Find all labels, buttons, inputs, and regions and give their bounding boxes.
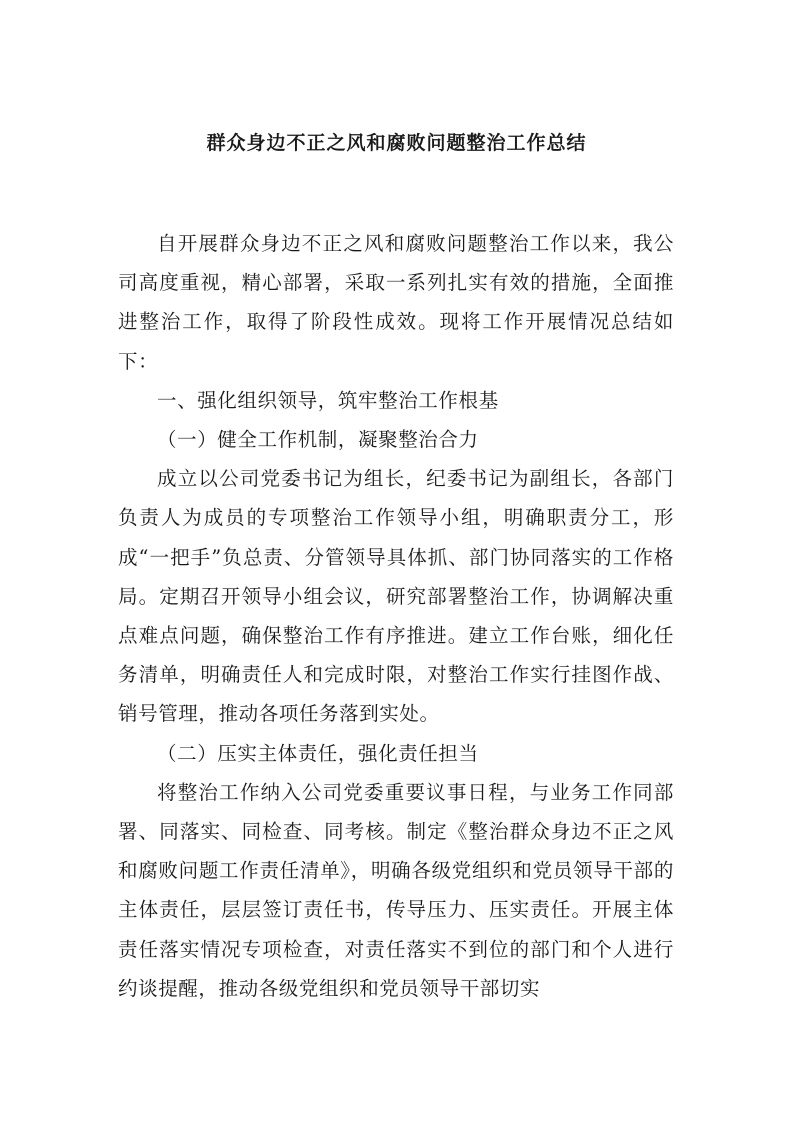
subsection-body-1: 成立以公司党委书记为组长，纪委书记为副组长，各部门负责人为成员的专项整治工作领导小组，明确职责分工，形成“一把手”负总责、分管领导具体抓、部门协同落实的工作格局。定期召开领导小组会议，研究部署整治工作，协调解决重点难点问题，确保整治工作有序推进。建立工作台账，细化任务清单，明确责任人和完成时限，对整治工作实行挂图作战、销号管理，推动各项任务落到实处。	[118, 467, 674, 726]
section-heading-1: 一、强化组织领导，筑牢整治工作根基	[157, 388, 499, 412]
document-title: 群众身边不正之风和腐败问题整治工作总结	[206, 132, 587, 154]
document-body	[118, 224, 674, 1008]
intro-paragraph: 自开展群众身边不正之风和腐败问题整治工作以来，我公司高度重视，精心部署，采取一系列扎实有效的措施，全面推进整治工作，取得了阶段性成效。现将工作开展情况总结如下：	[118, 232, 674, 373]
subsection-heading-1: （一）健全工作机制，凝聚整治合力	[157, 428, 479, 452]
subsection-body-2: 将整治工作纳入公司党委重要议事日程，与业务工作同部署、同落实、同检查、同考核。制定《整治群众身边不正之风和腐败问题工作责任清单》，明确各级党组织和党员领导干部的主体责任，层层签订责任书，传导压力、压实责任。开展主体责任落实情况专项检查，对责任落实不到位的部门和个人进行约谈提醒，推动各级党组织和党员领导干部切实	[118, 780, 674, 1000]
subsection-heading-2: （二）压实主体责任，强化责任担当	[157, 741, 479, 765]
